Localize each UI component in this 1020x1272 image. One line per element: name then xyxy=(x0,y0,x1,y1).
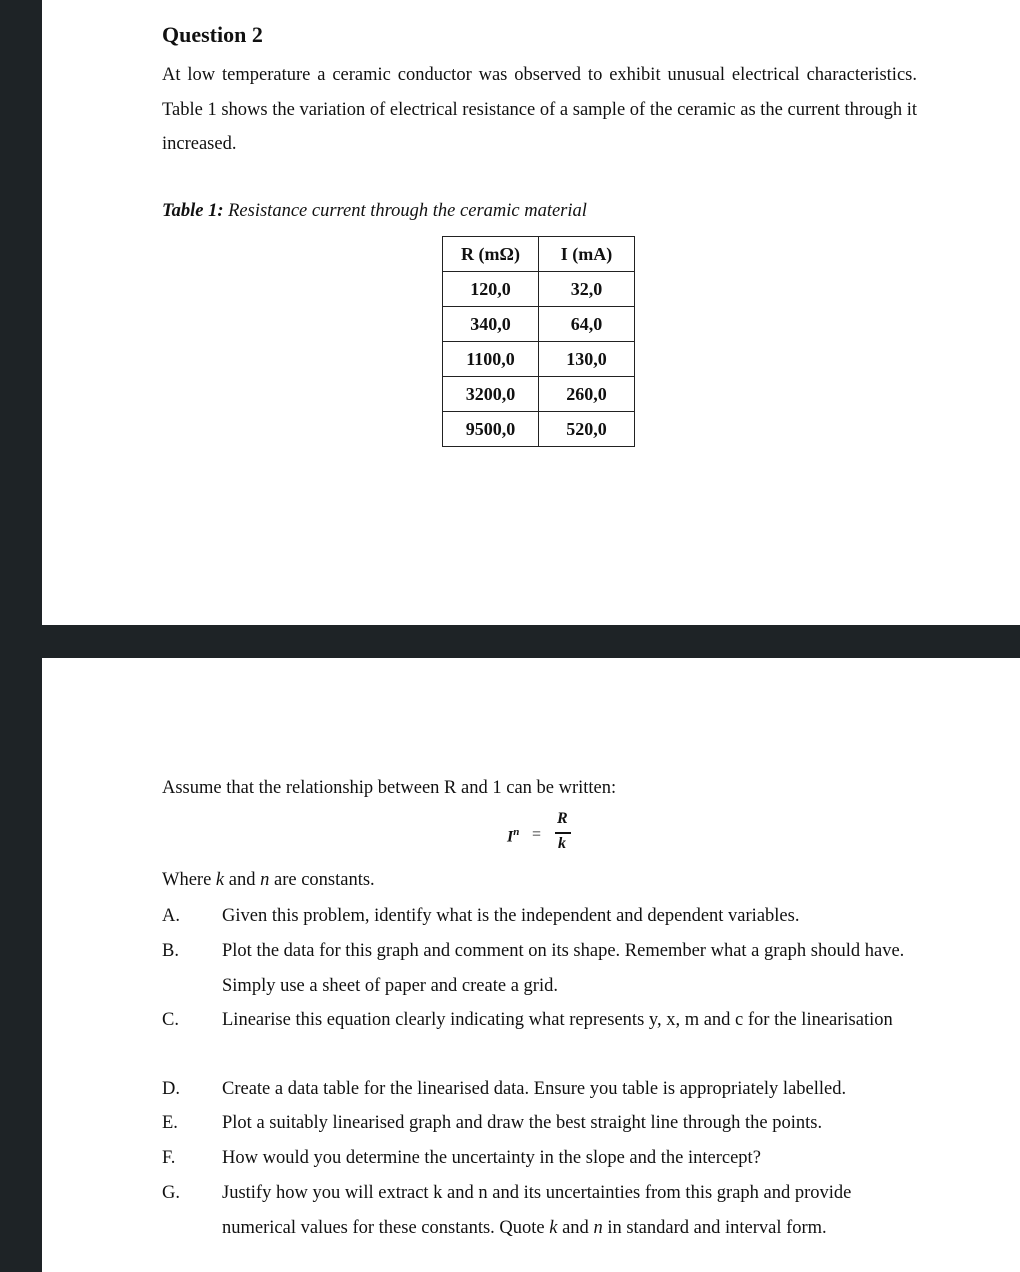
equation-denominator: k xyxy=(558,835,566,852)
item-text: Linearise this equation clearly indicating what represents y, x, m and c for the linearisation xyxy=(222,1010,893,1030)
item-letter: B. xyxy=(162,941,179,961)
list-item xyxy=(162,899,922,934)
list-item xyxy=(162,1106,922,1141)
item-text: Plot the data for this graph and comment on its shape. Remember what a graph should have. Simply use a sheet of paper and create a grid. xyxy=(222,941,905,996)
where-mid: and xyxy=(224,870,261,890)
table-row xyxy=(443,307,635,342)
list-item xyxy=(162,1176,922,1245)
table-row xyxy=(443,377,635,412)
table-caption xyxy=(162,201,587,222)
question-title: Question 2 xyxy=(162,22,263,47)
header-resistance: R (mΩ) xyxy=(443,237,539,272)
table-caption-text: Resistance current through the ceramic material xyxy=(223,201,587,221)
item-text xyxy=(222,1176,922,1245)
item-text-post: in standard and interval form. xyxy=(602,1217,827,1238)
where-post: are constants. xyxy=(269,870,375,890)
cell-resistance: 120,0 xyxy=(443,272,539,307)
equation-numerator: R xyxy=(557,810,568,827)
item-text: Given this problem, identify what is the independent and dependent variables. xyxy=(222,906,800,926)
cell-current: 32,0 xyxy=(539,272,635,307)
item-letter: C. xyxy=(162,1010,179,1030)
item-letter: A. xyxy=(162,906,180,926)
cell-resistance: 3200,0 xyxy=(443,377,539,412)
item-letter: E. xyxy=(162,1113,178,1133)
table-row xyxy=(443,342,635,377)
document-page-1 xyxy=(42,0,1020,625)
cell-current: 64,0 xyxy=(539,307,635,342)
list-item xyxy=(162,1003,922,1038)
assume-statement: Assume that the relationship between R and 1 can be written: xyxy=(162,778,617,798)
equation-base: I xyxy=(507,828,514,846)
equation-equals: = xyxy=(532,826,542,843)
equation-lhs xyxy=(507,826,519,846)
table-header-row xyxy=(443,237,635,272)
document-page-2 xyxy=(42,658,1020,1272)
table-row xyxy=(443,272,635,307)
item-letter: D. xyxy=(162,1079,180,1099)
table-row xyxy=(443,412,635,447)
list-item xyxy=(162,1072,922,1107)
item-letter: G. xyxy=(162,1183,180,1203)
cell-current: 260,0 xyxy=(539,377,635,412)
equation xyxy=(507,808,587,868)
item-text-k: k xyxy=(549,1217,558,1238)
cell-current: 520,0 xyxy=(539,412,635,447)
list-item xyxy=(162,1141,922,1176)
header-current: I (mA) xyxy=(539,237,635,272)
cell-resistance: 340,0 xyxy=(443,307,539,342)
cell-resistance: 1100,0 xyxy=(443,342,539,377)
cell-resistance: 9500,0 xyxy=(443,412,539,447)
item-text-n: n xyxy=(593,1217,603,1238)
item-text: Plot a suitably linearised graph and draw the best straight line through the points. xyxy=(222,1113,823,1133)
data-table xyxy=(442,236,635,447)
intro-paragraph: At low temperature a ceramic conductor was observed to exhibit unusual electrical characteristics. Table 1 shows the variation of electrical resistance of a sample of the ceramic as the current through it increased. xyxy=(162,65,917,154)
where-k: k xyxy=(215,870,225,890)
item-text: How would you determine the uncertainty in the slope and the intercept? xyxy=(222,1148,761,1168)
constants-note xyxy=(162,870,375,891)
table-caption-label: Table 1: xyxy=(162,201,224,221)
equation-exponent: n xyxy=(513,826,520,838)
fraction-bar xyxy=(555,832,571,834)
where-n: n xyxy=(260,870,270,890)
list-item xyxy=(162,934,922,1003)
cell-current: 130,0 xyxy=(539,342,635,377)
where-pre: Where xyxy=(162,870,216,890)
item-text-mid: and xyxy=(557,1217,594,1238)
item-text: Create a data table for the linearised data. Ensure you table is appropriately labelled. xyxy=(222,1079,847,1099)
item-letter: F. xyxy=(162,1148,176,1168)
item-text-pre: Justify how you will extract k and n and its uncertainties from this graph and provide numerical values for these constants. Quote xyxy=(222,1183,852,1238)
